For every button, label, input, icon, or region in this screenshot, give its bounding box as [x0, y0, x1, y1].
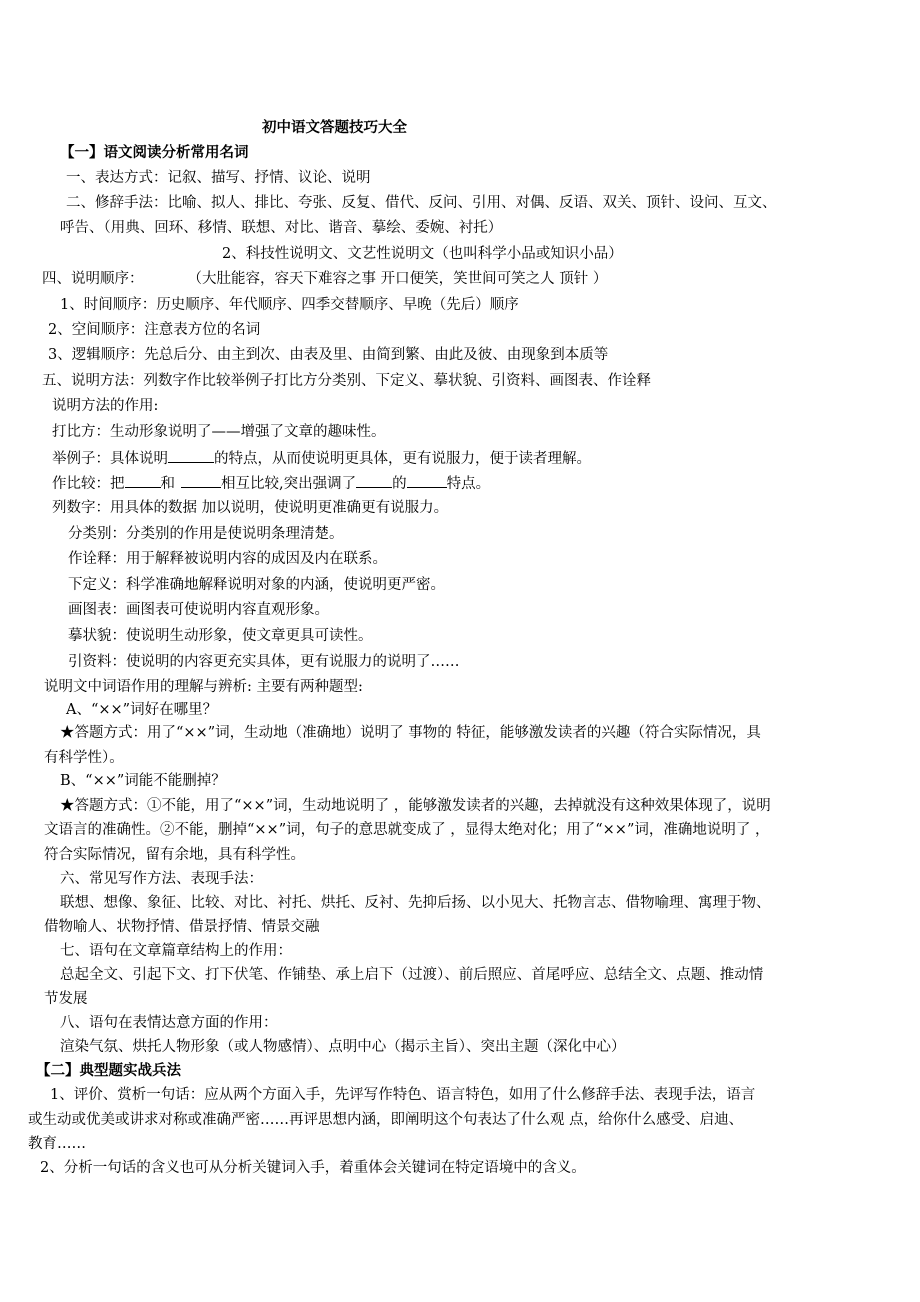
text-line: 总起全文、引起下文、打下伏笔、作铺垫、承上启下（过渡）、前后照应、首尾呼应、总结全文、点题、推动情 — [60, 967, 764, 983]
text-line: 2、分析一句话的含义也可从分析关键词入手，着重体会关键词在特定语境中的含义。 — [40, 1160, 586, 1176]
text-segment: 作比较：把 — [52, 476, 125, 492]
text-line: 呼告、（用典、回环、移情、联想、对比、谐音、摹绘、委婉、衬托） — [60, 220, 503, 236]
text-segment: 相互比较,突出强调了 — [221, 476, 357, 492]
text-line: 渲染气氛、烘托人物形象（或人物感情）、点明中心（揭示主旨）、突出主题（深化中心） — [60, 1039, 626, 1055]
text-line: 联想、想像、象征、比较、对比、衬托、烘托、反衬、先抑后扬、以小见大、托物言志、借物喻理、寓理于物、 — [60, 895, 771, 911]
text-line: ★答题方式：①不能，用了“××”词，生动地说明了 ，能够激发读者的兴趣，去掉就没有这种效果体现了，说明 — [60, 798, 771, 814]
text-line: 六、常见写作方法、表现手法： — [60, 871, 263, 887]
text-line: A、“××”词好在哪里？ — [66, 702, 218, 718]
text-line: 五、说明方法：列数字作比较举例子打比方分类别、下定义、摹状貌、引资料、画图表、作诠释 — [42, 373, 651, 389]
blank-line — [168, 448, 214, 463]
text-line — [42, 269, 607, 289]
text-line: 说明方法的作用: — [52, 398, 159, 414]
text-line: 作诠释：用于解释被说明内容的成因及内在联系。 — [68, 551, 387, 567]
text-line: 有科学性）。 — [44, 750, 124, 766]
text-line: 1、时间顺序：历史顺序、年代顺序、四季交替顺序、早晚（先后）顺序 — [60, 297, 519, 313]
text-line: 借物喻人、状物抒情、借景抒情、情景交融 — [44, 919, 320, 935]
blank-line — [181, 473, 221, 488]
text-line: 说明文中词语作用的理解与辨析: 主要有两种题型: — [44, 679, 363, 695]
text-line: 摹状貌：使说明生动形象，使文章更具可读性。 — [68, 628, 373, 644]
text-line: ★答题方式：用了“××”词，生动地（准确地）说明了 事物的 特征，能够激发读者的兴趣（符合实际情况，具 — [60, 725, 761, 741]
text-line: 或生动或优美或讲求对称或准确严密……再评思想内涵，即阐明这个句表达了什么观 点，给你什么感受、启迪、 — [28, 1112, 744, 1128]
text-line — [52, 473, 490, 494]
blank-line — [407, 473, 447, 488]
text-segment: 的 — [392, 476, 407, 492]
text-line: 引资料：使说明的内容更充实具体，更有说服力的说明了…… — [68, 654, 460, 670]
text-line: B、“××”词能不能删掉？ — [60, 773, 226, 789]
text-line: 七、语句在文章篇章结构上的作用： — [60, 943, 292, 959]
text-segment: 的特点，从而使说明更具体，更有说服力，便于读者理解。 — [214, 451, 591, 467]
text-segment: 和 — [160, 476, 175, 492]
text-line: 1、评价、赏析一句话：应从两个方面入手，先评写作特色、语言特色，如用了什么修辞手法、表现手法，语言 — [50, 1087, 756, 1103]
text-line: 教育…… — [28, 1136, 86, 1152]
text-segment: （大肚能容，容天下难容之事 开口便笑，笑世间可笑之人 顶针 ） — [187, 271, 608, 287]
page-title: 初中语文答题技巧大全 — [262, 119, 407, 136]
text-line: 3、逻辑顺序：先总后分、由主到次、由表及里、由简到繁、由此及彼、由现象到本质等 — [48, 347, 609, 363]
section-heading: 【一】语文阅读分析常用名词 — [60, 144, 249, 161]
text-line: 二、修辞手法：比喻、拟人、排比、夸张、反复、借代、反问、引用、对偶、反语、双关、顶针、设问、互文、 — [66, 195, 777, 211]
text-line: 2、科技性说明文、文艺性说明文（也叫科学小品或知识小品） — [222, 246, 623, 262]
text-line — [52, 448, 591, 469]
text-line: 分类别：分类别的作用是使说明条理清楚。 — [68, 526, 344, 542]
text-line: 画图表：画图表可使说明内容直观形象。 — [68, 602, 329, 618]
section-heading: 【二】典型题实战兵法 — [36, 1062, 181, 1079]
text-line: 文语言的准确性。②不能，删掉“××”词，句子的意思就变成了 ，显得太绝对化；用了“××”词，准确地说明了 ， — [44, 822, 770, 838]
text-line: 打比方：生动形象说明了——增强了文章的趣味性。 — [52, 424, 386, 440]
text-line: 列数字：用具体的数据 加以说明，使说明更准确更有说服力。 — [52, 500, 449, 516]
blank-line — [125, 473, 161, 488]
blank-line — [356, 473, 392, 488]
text-line: 符合实际情况，留有余地，具有科学性。 — [44, 847, 305, 863]
text-line: 下定义：科学准确地解释说明对象的内涵，使说明更严密。 — [68, 577, 445, 593]
text-line: 八、语句在表情达意方面的作用： — [60, 1015, 278, 1031]
text-line: 节发展 — [44, 991, 88, 1007]
text-line: 2、空间顺序：注意表方位的名词 — [48, 322, 261, 338]
text-segment: 举例子：具体说明 — [52, 451, 168, 467]
text-segment: 特点。 — [446, 476, 491, 492]
text-line: 一、表达方式：记叙、描写、抒情、议论、说明 — [66, 170, 371, 186]
text-segment: 四、说明顺序： — [42, 271, 144, 287]
